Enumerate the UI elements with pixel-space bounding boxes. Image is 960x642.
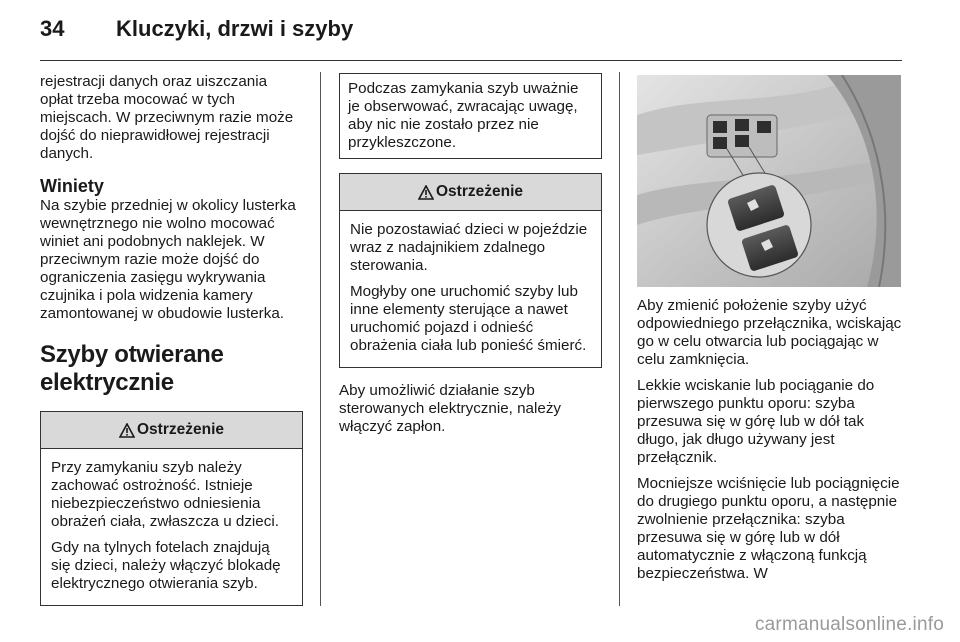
section-title: Szyby otwierane elektrycznie bbox=[40, 341, 224, 396]
warning-paragraph: Mogłyby one uruchomić szyby lub inne elementy sterujące a nawet uruchomić pojazd i odnieść obrażenia ciała lub ponieść śmierć. bbox=[350, 283, 587, 354]
page-title: Kluczyki, drzwi i szyby bbox=[116, 16, 354, 41]
page-number: 34 bbox=[40, 16, 65, 41]
warning-box bbox=[40, 411, 303, 606]
warning-paragraph: Przy zamykaniu szyb należy zachować ostrożność. Istnieje niebezpieczeństwo odniesienia obrażeń ciała, zwłaszcza u dzieci. bbox=[51, 459, 279, 530]
column-divider-1 bbox=[320, 72, 321, 606]
door-panel-drawing bbox=[637, 75, 901, 287]
watermark: carmanualsonline.info bbox=[754, 614, 944, 635]
warning-paragraph: Nie pozostawiać dzieci w pojeździe wraz z nadajnikiem zdalnego sterowania. bbox=[350, 221, 588, 274]
column-1 bbox=[40, 73, 303, 620]
page-header bbox=[40, 16, 902, 56]
warning-header bbox=[340, 174, 601, 211]
header-divider bbox=[40, 60, 902, 61]
warning-triangle-icon bbox=[418, 185, 434, 200]
switch-paragraph: Aby zmienić położenie szyby użyć odpowiedniego przełącznika, wciskając go w celu otwarcia lub pociągając w celu zamknięcia. bbox=[637, 297, 902, 368]
warning-triangle-icon bbox=[119, 423, 135, 438]
column-2 bbox=[339, 73, 602, 444]
winiety-paragraph: Na szybie przedniej w okolicy lusterka wewnętrznego nie wolno mocować winiet ani podobnych naklejek. W przeciwnym razie może dojść do ograniczenia zasięgu wykrywania czujnika i pola widzenia kamery zamontowanej w obudowie lusterka. bbox=[40, 197, 296, 322]
winiety-heading: Winiety bbox=[40, 176, 104, 196]
notice-body: Podczas zamykania szyb uważnie je obserwować, zwracając uwagę, aby nic nie zostało przez nie przykleszczone. bbox=[348, 80, 579, 151]
switch-paragraph: Lekkie wciskanie lub pociąganie do pierwszego punktu oporu: szyba przesuwa się w górę lub w dół tak długo, jak długo używany jest przełącznik. bbox=[637, 377, 875, 466]
warning-body bbox=[340, 211, 601, 367]
warning-box bbox=[339, 173, 602, 368]
warning-body bbox=[41, 449, 302, 605]
intro-paragraph: rejestracji danych oraz uiszczania opłat trzeba mocować w tych miejscach. W przeciwnym razie może dojść do nieprawidłowej rejestracji danych. bbox=[40, 73, 294, 162]
window-switch-illustration bbox=[637, 75, 901, 287]
warning-header bbox=[41, 412, 302, 449]
warning-label: Ostrzeżenie bbox=[435, 183, 523, 200]
column-3 bbox=[637, 297, 902, 591]
column-divider-2 bbox=[619, 72, 620, 606]
switch-paragraph: Mocniejsze wciśnięcie lub pociągnięcie do drugiego punktu oporu, a następnie zwolnienie przełącznika: szyba przesuwa się w górę lub w dół automatycznie z włączoną funkcją bezpieczeństwa. W bbox=[637, 475, 900, 582]
warning-label: Ostrzeżenie bbox=[136, 421, 224, 438]
ignition-paragraph: Aby umożliwić działanie szyb sterowanych elektrycznie, należy włączyć zapłon. bbox=[339, 382, 562, 435]
warning-paragraph: Gdy na tylnych fotelach znajdują się dzieci, należy włączyć blokadę elektrycznego otwierania szyb. bbox=[51, 539, 281, 592]
notice-box bbox=[339, 73, 602, 159]
